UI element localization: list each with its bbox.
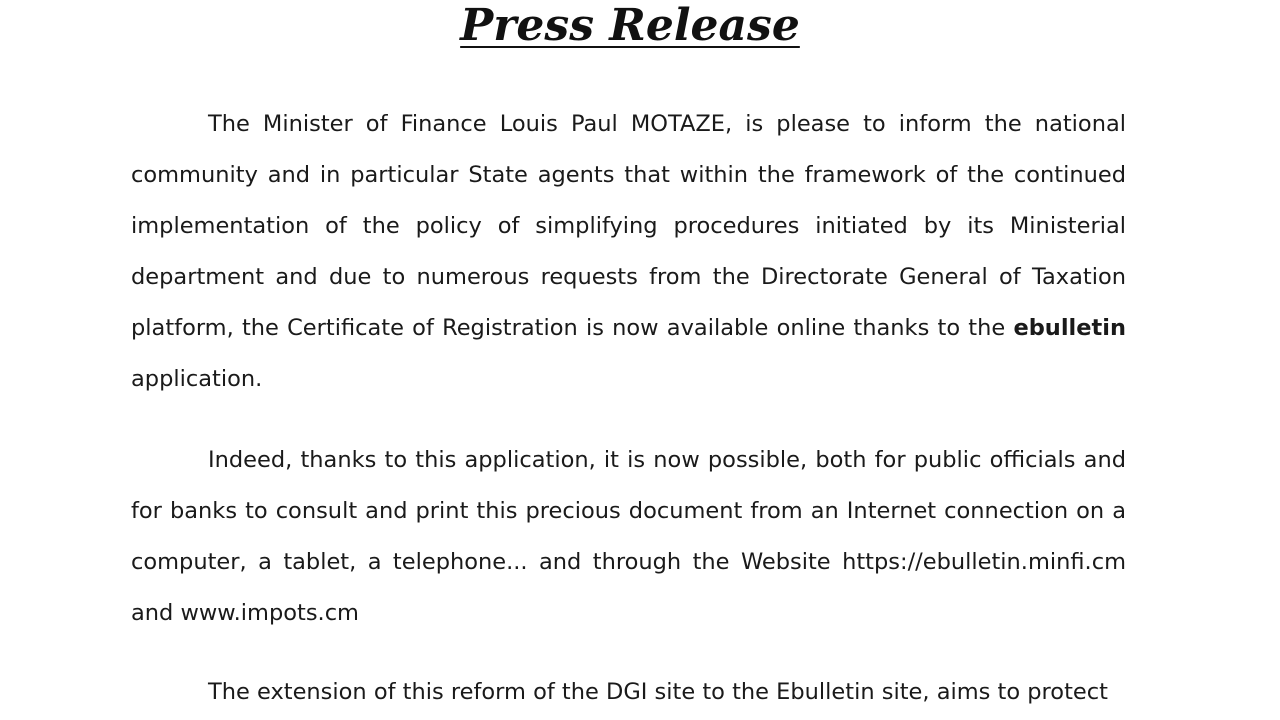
paragraph-1 bbox=[131, 99, 1126, 405]
paragraph-2: Indeed, thanks to this application, it is now possible, both for public officials and for banks to consult and print this precious document from an Internet connection on a computer, a tablet, a telephone... and through the Website https://ebulletin.minfi.cm and www.impots.cm bbox=[131, 447, 1126, 626]
paragraph-3: The extension of this reform of the DGI site to the Ebulletin site, aims to protect bbox=[208, 679, 1108, 705]
paragraph-1-text-end: application. bbox=[131, 366, 263, 392]
page-title: Press Release bbox=[460, 0, 800, 51]
paragraph-1-bold-term: ebulletin bbox=[1013, 315, 1126, 341]
paragraph-1-text-start: The Minister of Finance Louis Paul MOTAZE, is please to inform the national community and in particular State agents that within the framework of the continued implementation of the policy of simplifying procedures initiated by its Ministerial department and due to numerous requests from the Directorate General of Taxation platform, the Certificate of Registration is now available online thanks to the bbox=[131, 111, 1126, 341]
